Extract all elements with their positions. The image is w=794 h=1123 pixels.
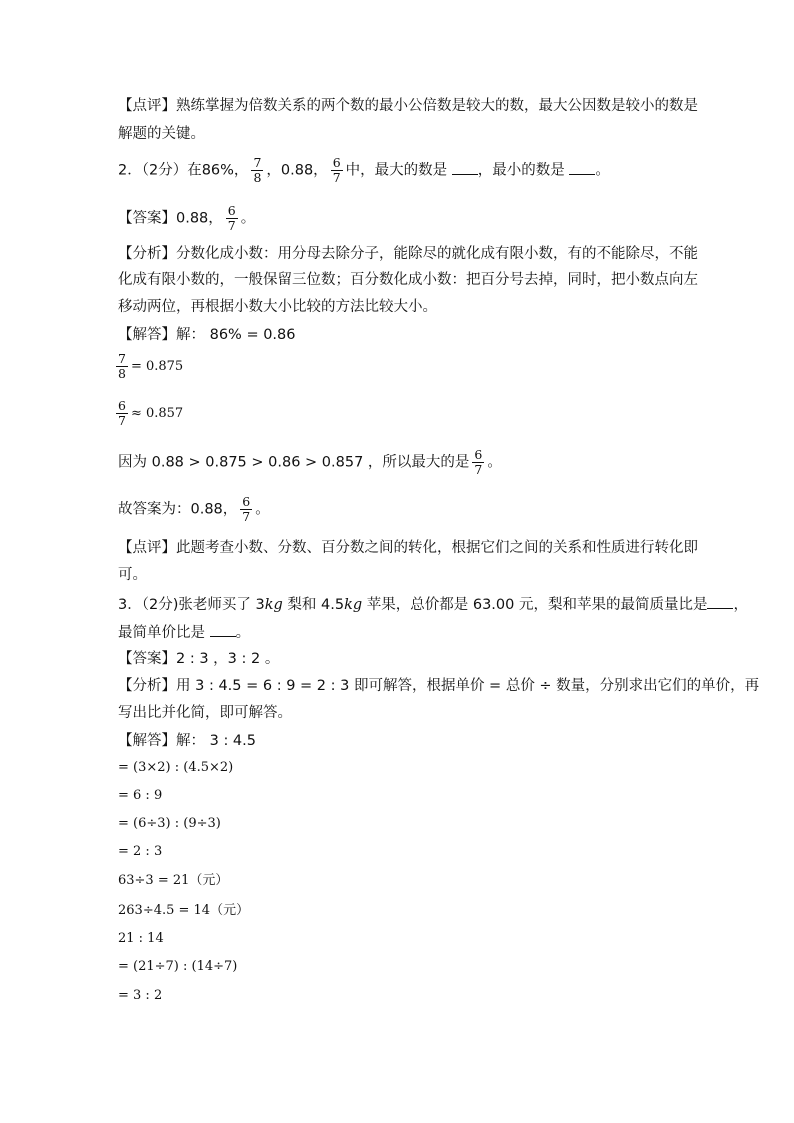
comment-line-1: 【点评】熟练掌握为倍数关系的两个数的最小公倍数是较大的数，最大公因数是较小的数是 xyxy=(118,98,698,114)
analysis-2-line-2: 化成有限小数的，一般保留三位数；百分数化成小数：把百分号去掉，同时，把小数点向左 xyxy=(118,272,698,288)
answer-blank-3 xyxy=(707,594,733,609)
sol2-fraction-4: $\frac{6}{7}$ xyxy=(242,494,251,524)
solution-3-step: 21 : 14 xyxy=(118,931,164,946)
solution-3-step: = 3 : 2 xyxy=(118,988,163,1003)
solution-2-line-5: 故答案为：0.88， $\frac{6}{7}$ 。 xyxy=(118,494,270,524)
question-2 xyxy=(118,156,610,185)
q2-mid: ，0.88， xyxy=(266,162,328,179)
answer-blank-1 xyxy=(452,160,478,175)
solution-3-step: = (6÷3) : (9÷3) xyxy=(118,816,221,831)
solution-3-step: = (3×2) : (4.5×2) xyxy=(118,760,234,775)
q2-end: 。 xyxy=(595,162,610,179)
solution-2-line-3: $\frac{6}{7}$ ≈ 0.857 xyxy=(118,398,184,428)
answer-blank-2 xyxy=(569,160,595,175)
analysis-3-line-2: 写出比并化简，即可解答。 xyxy=(118,705,292,721)
solution-2-line-1: 【解答】解： 86% = 0.86 xyxy=(118,327,296,343)
q2-rest-2: ，最小的数是 xyxy=(477,162,570,179)
analysis-3-line-1: 【分析】用 3 : 4.5 = 6 : 9 = 2 : 3 即可解答，根据单价 = 总价 ÷ 数量，分别求出它们的单价，再 xyxy=(118,678,760,694)
sol2-fraction-1: $\frac{7}{8}$ xyxy=(118,351,126,381)
analysis-2-line-3: 移动两位，再根据小数大小比较的方法比较大小。 xyxy=(118,299,437,315)
answer-2: 【答案】0.88， $\frac{6}{7}$ 。 xyxy=(118,203,256,233)
analysis-2-line-1: 【分析】分数化成小数：用分母去除分子，能除尽的就化成有限小数，有的不能除尽，不能 xyxy=(118,246,698,262)
sol2-fraction-3: $\frac{6}{7}$ xyxy=(474,447,483,477)
q2-rest-1: 中，最大的数是 xyxy=(345,162,452,179)
sol2-fraction-2: $\frac{6}{7}$ xyxy=(118,398,126,428)
question-3-line-2: 最简单价比是 。 xyxy=(118,622,250,643)
answer-3: 【答案】2 : 3 ，3 : 2 。 xyxy=(118,651,280,667)
q2-prefix: 2．（2分）在86%， xyxy=(118,162,249,179)
solution-2-line-4: 因为 0.88 > 0.875 > 0.86 > 0.857 ，所以最大的是 $\frac{6}{7}$ 。 xyxy=(118,447,502,477)
question-3-line-1: 3．（2分)张老师买了 3kg 梨和 4.5kg 苹果，总价都是 63.00 元，梨和苹果的最简质量比是 ， xyxy=(118,594,748,615)
solution-3-step: = 2 : 3 xyxy=(118,844,163,859)
comment-line-2: 解题的关键。 xyxy=(118,126,205,142)
solution-3-step: = (21÷7) : (14÷7) xyxy=(118,959,238,974)
solution-3-step: 【解答】解： 3 : 4.5 xyxy=(118,733,256,749)
solution-2-line-2: $\frac{7}{8}$ = 0.875 xyxy=(118,351,184,381)
solution-3-step: 63÷3 = 21（元） xyxy=(118,873,229,888)
q2-fraction-1: $\frac{7}{8}$ xyxy=(253,155,262,185)
answer-blank-4 xyxy=(210,622,236,637)
q2-fraction-2: $\frac{6}{7}$ xyxy=(332,155,341,185)
comment-2-line-2: 可。 xyxy=(118,567,147,583)
solution-3-step: 263÷4.5 = 14（元） xyxy=(118,903,250,918)
comment-2-line-1: 【点评】此题考查小数、分数、百分数之间的转化，根据它们之间的关系和性质进行转化即 xyxy=(118,540,698,556)
solution-3-step: = 6 : 9 xyxy=(118,788,163,803)
ans2-fraction: $\frac{6}{7}$ xyxy=(227,203,236,233)
